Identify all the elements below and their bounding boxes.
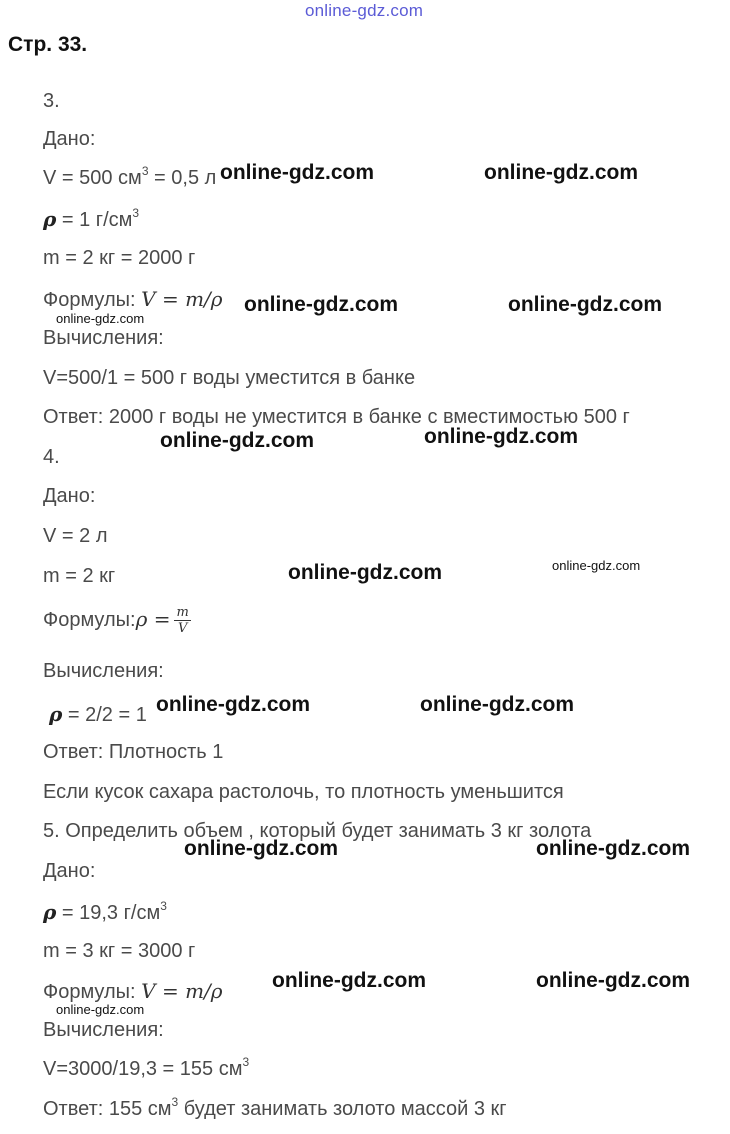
watermark-small: online-gdz.com — [56, 1002, 145, 1017]
formula-label: Формулы: — [43, 981, 142, 1003]
watermark: online-gdz.com — [272, 969, 426, 992]
exponent: 3 — [242, 1055, 250, 1069]
watermark: online-gdz.com — [420, 693, 574, 716]
fraction-numerator: m — [176, 605, 189, 620]
task-3-answer: Ответ: 2000 г воды не уместится в банке с вместимостью 500 г — [43, 406, 630, 428]
watermark: online-gdz.com — [536, 837, 690, 860]
volume-conversion: = 0,5 л — [148, 167, 217, 189]
task-4-mass: m = 2 кг — [43, 565, 116, 587]
task-4-calc — [49, 702, 147, 727]
calc-text: = 2/2 = 1 — [62, 704, 147, 726]
task-4-note: Если кусок сахара растолочь, то плотность уменьшится — [43, 781, 564, 803]
task-5-calc — [43, 1055, 250, 1081]
watermark: online-gdz.com — [508, 293, 662, 316]
task-3-number: 3. — [43, 90, 60, 112]
task-4-number: 4. — [43, 446, 60, 468]
formula: V = m/ρ — [141, 979, 223, 1003]
watermark: online-gdz.com — [484, 161, 638, 184]
watermark: online-gdz.com — [156, 693, 310, 716]
density-text: = 1 г/см — [56, 209, 133, 231]
watermark: online-gdz.com — [288, 561, 442, 584]
watermark: online-gdz.com — [220, 161, 374, 184]
task-3-mass: m = 2 кг = 2000 г — [43, 247, 196, 269]
rho-symbol: ρ — [43, 207, 57, 231]
task-5-mass: m = 3 кг = 3000 г — [43, 940, 196, 962]
site-header: online-gdz.com — [305, 1, 424, 20]
density-text: = 19,3 г/см — [56, 902, 161, 924]
answer-text-end: будет занимать золото массой 3 кг — [178, 1098, 507, 1120]
formula-lhs: ρ = — [135, 606, 171, 631]
exponent: 3 — [141, 164, 149, 178]
formula: V = m/ρ — [141, 287, 223, 311]
formula-label: Формулы: — [43, 608, 136, 631]
exponent: 3 — [160, 899, 167, 913]
task-5-given-label: Дано: — [43, 860, 96, 882]
task-4-answer: Ответ: Плотность 1 — [43, 741, 224, 763]
task-3-formula — [43, 287, 223, 312]
page-title: Стр. 33. — [8, 33, 88, 56]
task-4-calc-label: Вычисления: — [43, 660, 164, 682]
task-3-calc: V=500/1 = 500 г воды уместится в банке — [43, 367, 416, 389]
task-5-formula — [43, 979, 223, 1004]
watermark-small: online-gdz.com — [552, 558, 641, 573]
rho-symbol: ρ — [49, 702, 63, 726]
watermark-small: online-gdz.com — [56, 311, 145, 326]
task-4-volume: V = 2 л — [43, 525, 108, 547]
task-5-density — [43, 900, 167, 925]
watermark: online-gdz.com — [424, 425, 578, 448]
task-5-calc-label: Вычисления: — [43, 1019, 164, 1041]
exponent: 3 — [171, 1095, 179, 1109]
fraction-denominator: V — [177, 621, 188, 636]
task-3-density — [43, 207, 139, 232]
answer-text: Ответ: 155 см — [43, 1098, 172, 1120]
calc-text: V=3000/19,3 = 155 см — [43, 1058, 243, 1080]
task-3-given-label: Дано: — [43, 128, 96, 150]
rho-symbol: ρ — [43, 900, 57, 924]
task-3-volume — [43, 164, 217, 190]
task-5-answer — [43, 1095, 507, 1121]
formula-label: Формулы: — [43, 289, 142, 311]
task-4-formula — [43, 605, 191, 636]
task-4-given-label: Дано: — [43, 485, 96, 507]
watermark: online-gdz.com — [184, 837, 338, 860]
watermark: online-gdz.com — [536, 969, 690, 992]
watermark: online-gdz.com — [244, 293, 398, 316]
task-3-calc-label: Вычисления: — [43, 327, 164, 349]
watermark: online-gdz.com — [160, 429, 314, 452]
task-5-heading: 5. Определить объем , который будет занимать 3 кг золота — [43, 820, 592, 842]
formula-fraction — [174, 605, 190, 636]
volume-text: V = 500 см — [43, 167, 142, 189]
exponent: 3 — [132, 206, 140, 220]
